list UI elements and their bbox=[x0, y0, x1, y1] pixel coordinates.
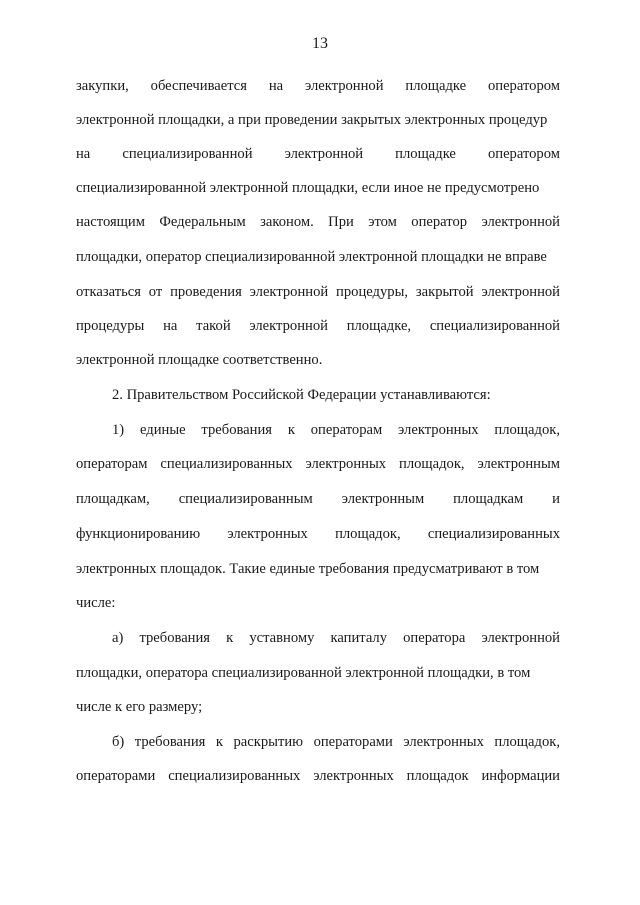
text-line: электронной площадке соответственно. bbox=[76, 352, 323, 368]
text-line: функционированию электронных площадок, специализированных bbox=[76, 526, 560, 542]
text-line: электронных площадок. Такие единые требования предусматривают в том bbox=[76, 561, 540, 577]
text-line: электронной площадки, а при проведении закрытых электронных процедур bbox=[76, 112, 548, 128]
paragraph-heading: 2. Правительством Российской Федерации устанавливаются: bbox=[112, 387, 491, 403]
text-line: операторами специализированных электронных площадок информации bbox=[76, 768, 560, 784]
text-line: процедуры на такой электронной площадке, специализированной bbox=[76, 318, 560, 334]
text-line: отказаться от проведения электронной процедуры, закрытой электронной bbox=[76, 284, 560, 300]
text-line: числе к его размеру; bbox=[76, 699, 203, 715]
text-line: операторам специализированных электронных площадок, электронным bbox=[76, 456, 560, 472]
text-line: а) требования к уставному капиталу оператора электронной bbox=[112, 630, 560, 646]
text-line: площадки, оператор специализированной электронной площадки не вправе bbox=[76, 249, 547, 265]
text-line: настоящим Федеральным законом. При этом оператор электронной bbox=[76, 214, 560, 230]
text-line: площадки, оператора специализированной электронной площадки, в том bbox=[76, 665, 531, 681]
text-line: закупки, обеспечивается на электронной площадке оператором bbox=[76, 78, 560, 94]
text-line: числе: bbox=[76, 595, 116, 611]
text-line: площадкам, специализированным электронным площадкам и bbox=[76, 491, 560, 507]
page-number: 13 bbox=[312, 35, 328, 52]
text-line: 1) единые требования к операторам электронных площадок, bbox=[112, 422, 560, 438]
text-line: б) требования к раскрытию операторами электронных площадок, bbox=[112, 734, 560, 750]
text-line: на специализированной электронной площадке оператором bbox=[76, 146, 560, 162]
text-line: специализированной электронной площадки, если иное не предусмотрено bbox=[76, 180, 540, 196]
